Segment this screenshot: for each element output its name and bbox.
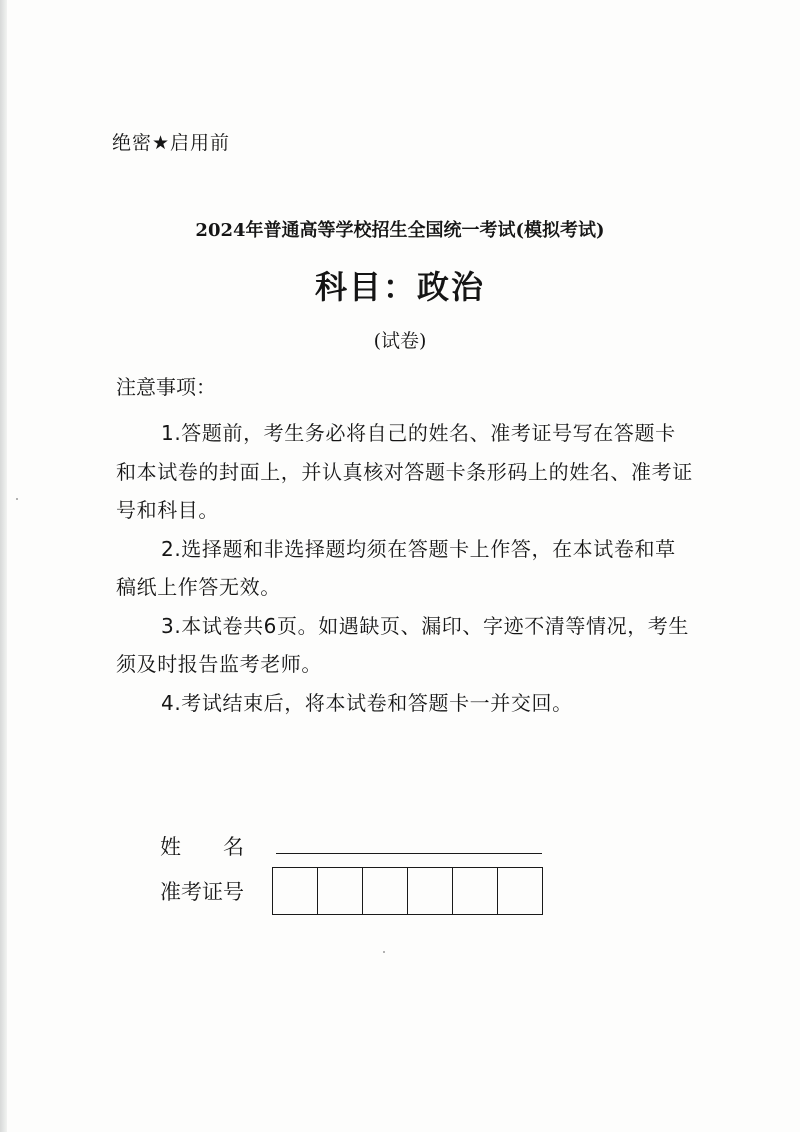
- scan-speck: [16, 498, 18, 500]
- candidate-id-label: 准考证号: [160, 880, 244, 904]
- subject-title: 科目：政治: [314, 268, 485, 306]
- paper-type-label: (试卷): [373, 330, 427, 352]
- id-digit-box[interactable]: [408, 868, 453, 914]
- id-digit-box[interactable]: [498, 868, 542, 914]
- id-digit-box[interactable]: [318, 868, 363, 914]
- notice-item-3: 3.本试卷共6页。如遇缺页、漏印、字迹不清等情况，考生须及时报告监考老师。: [116, 613, 690, 676]
- candidate-id-boxes: [272, 867, 543, 915]
- confidential-label: 绝密★启用前: [112, 132, 231, 154]
- notice-item-4: 4.考试结束后，将本试卷和答题卡一并交回。: [161, 690, 573, 715]
- exam-title: 2024年普通高等学校招生全国统一考试(模拟考试): [195, 220, 605, 241]
- scan-edge-shadow: [0, 0, 7, 1132]
- scan-speck: [383, 951, 385, 953]
- candidate-name-label: 姓 名: [160, 835, 244, 859]
- notice-heading: 注意事项：: [116, 375, 216, 399]
- notice-item-2: 2.选择题和非选择题均须在答题卡上作答，在本试卷和草稿纸上作答无效。: [116, 536, 676, 599]
- id-digit-box[interactable]: [363, 868, 408, 914]
- candidate-name-line[interactable]: [276, 853, 542, 854]
- id-digit-box[interactable]: [273, 868, 318, 914]
- id-digit-box[interactable]: [453, 868, 498, 914]
- notice-item-1: 1.答题前，考生务必将自己的姓名、准考证号写在答题卡和本试卷的封面上，并认真核对答题卡条形码上的姓名、准考证号和科目。: [116, 421, 693, 522]
- notice-list: [116, 414, 696, 722]
